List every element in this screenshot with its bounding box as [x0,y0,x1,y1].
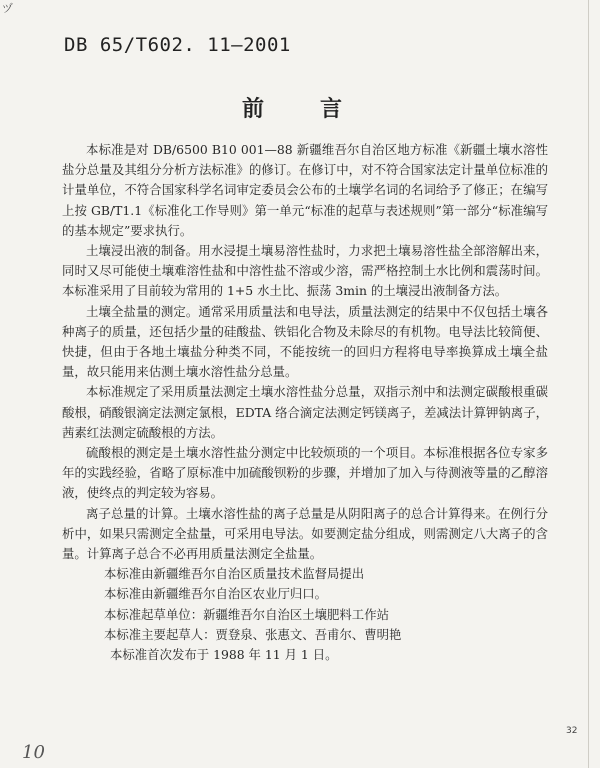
proposer-line: 本标准由新疆维吾尔自治区质量技术监督局提出 [104,566,365,582]
first-issue-line: 本标准首次发布于 1988 年 11 月 1 日。 [110,647,338,663]
drafters-line: 本标准主要起草人：贾登泉、张惠文、吾甫尔、曹明艳 [104,626,402,642]
paragraph: 本标准是对 DB/6500 B10 001—88 新疆维吾尔自治区地方标准《新疆土壤水溶性盐分总量及其组分分析方法标准》的修订。在修订中，对不符合国家法定计量单位标准的计量单位，不符合国家科学名词审定委员会公布的土壤学名词的名词给予了修正；在编写上按 GB/T1.1《标准化工作导则》第一单元“标准的起草与表述规则”第一部分“标准编写的基本规定”要求执行。 [62,142,548,238]
page-title: 前言 [241,96,398,122]
handwritten-mark: 10 [22,742,45,763]
owner-line: 本标准由新疆维吾尔自治区农业厅归口。 [104,586,328,602]
paragraph: 硫酸根的测定是土壤水溶性盐分测定中比较烦琐的一个项目。本标准根据各位专家多年的实践经验，省略了原标准中加硫酸钡粉的步骤，并增加了加入与待测液等量的乙醇溶液，使终点的判定较为容易。 [62,445,548,501]
document-code: DB 65/T602. 11—2001 [64,34,291,56]
paragraph: 离子总量的计算。土壤水溶性盐的离子总量是从阴阳离子的总合计算得来。在例行分析中，如果只需测定全盐量，可采用电导法。如要测定盐分组成，则需测定八大离子的含量。计算离子总合不必再用质量法测定全盐量。 [62,505,548,562]
paragraph: 土壤全盐量的测定。通常采用质量法和电导法，质量法测定的结果中不仅包括土壤各种离子的质量，还包括少量的硅酸盐、铁铝化合物及未除尽的有机物。电导法比较简便、快捷，但由于各地土壤盐分种类不同，不能按统一的回归方程将电导率换算成土壤全盐量，故只能用来估测土壤水溶性盐分总量。 [62,303,548,380]
corner-mark: ヅ [2,2,13,15]
body-text [62,140,548,665]
paragraph: 土壤浸出液的制备。用水浸提土壤易溶性盐时，力求把土壤易溶性盐全部溶解出来，同时又尽可能使土壤难溶性盐和中溶性盐不溶或少溶，需严格控制土水比例和震荡时间。本标准采用了目前较为常用的 1+5 水土比、振荡 3min 的土壤浸出液制备方法。 [62,243,548,299]
drafting-unit-line: 本标准起草单位：新疆维吾尔自治区土壤肥料工作站 [104,606,389,622]
paragraph: 本标准规定了采用质量法测定土壤水溶性盐分总量，双指示剂中和法测定碳酸根重碳酸根，硝酸银滴定法测定氯根，EDTA 络合滴定法测定钙镁离子，差减法计算钾钠离子，茜素红法测定硫酸根的方法。 [62,384,548,440]
page-number: 32 [566,726,578,736]
